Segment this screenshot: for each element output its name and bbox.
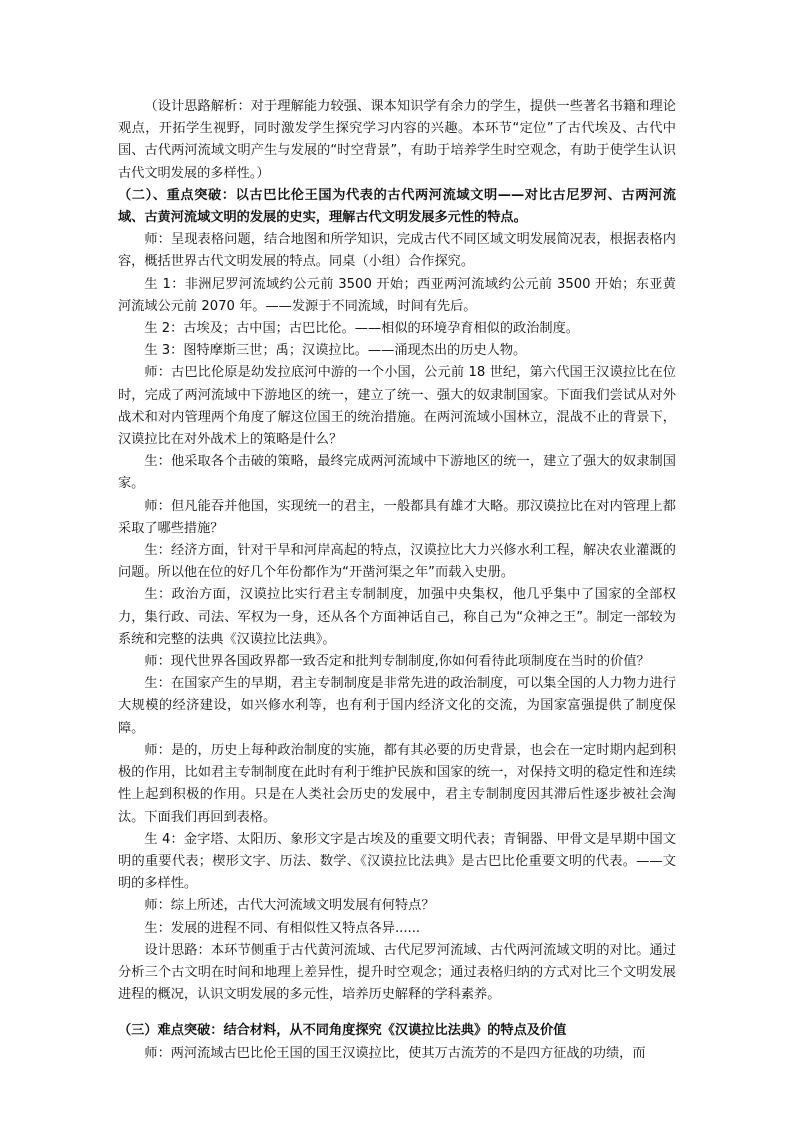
teacher-paragraph: 师：古巴比伦原是幼发拉底河中游的一个小国，公元前 18 世纪，第六代国王汉谟拉比在位时，完成了两河流域中下游地区的统一，建立了统一、强大的奴隶制国家。下面我们尝试从对外战术和对内管理两个角度了解这位国王的统治措施。在两河流域小国林立，混战不止的背景下，汉谟拉比在对外战术上的策略是什么？ <box>118 365 676 448</box>
student-paragraph: 生 1：非洲尼罗河流域约公元前 3500 开始；西亚两河流域约公元前 3500 开始；东亚黄河流域公元前 2070 年。——发源于不同流域，时间有先后。 <box>118 276 676 314</box>
teacher-paragraph: 师：但凡能吞并他国，实现统一的君主，一般都具有雄才大略。那汉谟拉比在对内管理上都采取了哪些措施？ <box>118 498 676 536</box>
student-paragraph: 生 3：图特摩斯三世；禹；汉谟拉比。——涌现杰出的历史人物。 <box>144 343 527 359</box>
section-heading-difficult-point: （三）难点突破：结合材料，从不同角度探究《汉谟拉比法典》的特点及价值 <box>118 1023 567 1039</box>
section-heading-key-point: （二）、重点突破：以古巴比伦王国为代表的古代两河流域文明——对比古尼罗河、古两河流域、古黄河流域文明的发展的史实，理解古代文明发展多元性的特点。 <box>118 187 676 226</box>
student-paragraph: 生 4：金字塔、太阳历、象形文字是古埃及的重要文明代表；青铜器、甲骨文是早期中国文明的重要代表；楔形文字、历法、数学、《汉谟拉比法典》是古巴比伦重要文明的代表。——文明的多样性。 <box>118 831 676 892</box>
student-paragraph: 生 2：古埃及；古中国；古巴比伦。——相似的环境孕育相似的政治制度。 <box>144 321 579 337</box>
student-paragraph: 生：在国家产生的早期，君主专制制度是非常先进的政治制度，可以集全国的人力物力进行大规模的经济建设，如兴修水利等，也有利于国内经济文化的交流，为国家富强提供了制度保障。 <box>118 676 676 736</box>
teacher-paragraph: 师：两河流域古巴比伦王国的国王汉谟拉比，使其万古流芳的不是四方征战的功绩，而 <box>144 1045 646 1061</box>
student-paragraph: 生：经济方面，针对干旱和河岸高起的特点，汉谟拉比大力兴修水利工程，解决农业灌溉的问题。所以他在位的好几个年份都作为“开凿河渠之年”而载入史册。 <box>118 543 676 581</box>
student-paragraph: 生：他采取各个击破的策略，最终完成两河流域中下游地区的统一，建立了强大的奴隶制国家。 <box>118 454 676 492</box>
student-paragraph: 生：政治方面，汉谟拉比实行君主专制制度，加强中央集权，他几乎集中了国家的全部权力，集行政、司法、军权为一身，还从各个方面神话自己，称自己为“众神之王”。制定一部较为系统和完整的法典《汉谟拉比法典》。 <box>118 587 676 647</box>
student-paragraph: 生：发展的进程不同、有相似性又特点各异...... <box>144 920 421 936</box>
design-rationale-paragraph: （设计思路解析：对于理解能力较强、课本知识学有余力的学生，提供一些著名书籍和理论观点，开拓学生视野，同时激发学生探究学习内容的兴趣。本环节“定位”了古代埃及、古代中国、古代两河流域文明产生与发展的“时空背景”，有助于培养学生时空观念，有助于使学生认识古代文明发展的多样性。） <box>118 99 676 181</box>
paragraph-spacer <box>118 1006 676 1020</box>
document-body <box>118 96 676 1065</box>
teacher-paragraph: 师：现代世界各国政界都一致否定和批判专制制度,你如何看待此项制度在当时的价值？ <box>144 654 650 670</box>
teacher-paragraph: 师：是的，历史上每种政治制度的实施，都有其必要的历史背景，也会在一定时期内起到积极的作用，比如君主专制制度在此时有利于维护民族和国家的统一，对保持文明的稳定性和连续性上起到积极的作用。只是在人类社会历史的发展中，君主专制制度因其滞后性逐步被社会淘汰。下面我们再回到表格。 <box>118 742 676 825</box>
teacher-paragraph: 师：综上所述，古代大河流域文明发展有何特点？ <box>144 898 435 914</box>
teacher-paragraph: 师：呈现表格问题，结合地图和所学知识，完成古代不同区域文明发展简况表，根据表格内容，概括世界古代文明发展的特点。同桌（小组）合作探究。 <box>118 232 676 270</box>
design-rationale-paragraph: 设计思路：本环节侧重于古代黄河流域、古代尼罗河流域、古代两河流域文明的对比。通过分析三个古文明在时间和地理上差异性，提升时空观念；通过表格归纳的方式对比三个文明发展进程的概况，认识文明发展的多元性，培养历史解释的学科素养。 <box>118 942 676 1003</box>
